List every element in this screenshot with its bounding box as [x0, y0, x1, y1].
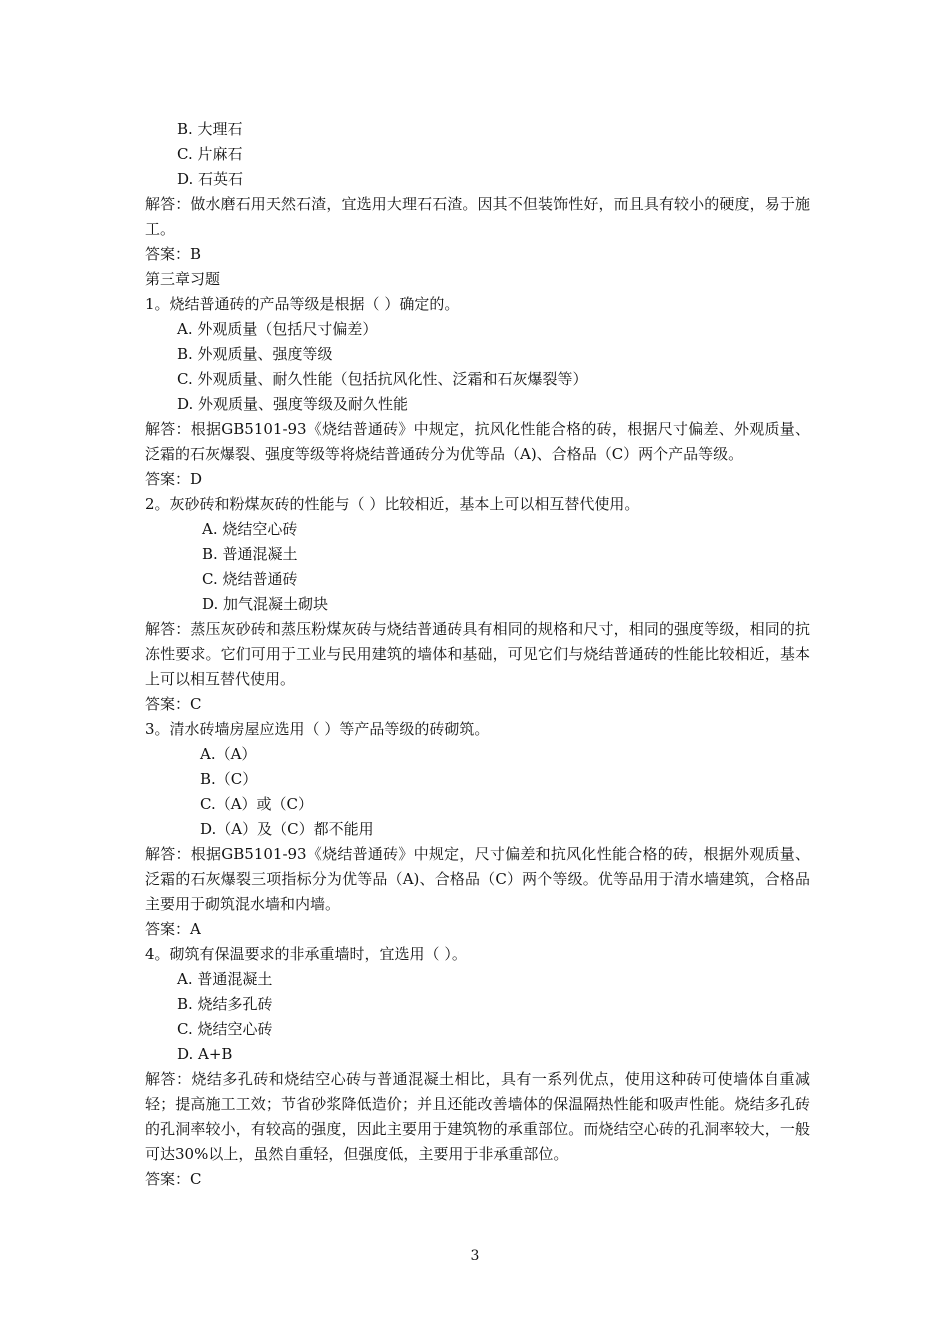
option-d: D. 石英石: [177, 170, 244, 188]
question-1: 1。烧结普通砖的产品等级是根据（ ）确定的。: [145, 295, 460, 313]
q3-answer: 答案：A: [145, 920, 201, 938]
q4-answer: 答案：C: [145, 1170, 202, 1188]
question-4: 4。砌筑有保温要求的非承重墙时，宜选用（ ）。: [145, 945, 467, 963]
q2-explanation: 解答：蒸压灰砂砖和蒸压粉煤灰砖与烧结普通砖具有相同的规格和尺寸，相同的强度等级，相同的抗冻性要求。它们可用于工业与民用建筑的墙体和基础，可见它们与烧结普通砖的性能比较相近，基本上可以相互替代使用。: [145, 620, 810, 688]
chapter-title: 第三章习题: [145, 270, 221, 288]
q1-option-b: B. 外观质量、强度等级: [177, 345, 333, 363]
q3-explanation: 解答：根据GB5101-93《烧结普通砖》中规定，尺寸偏差和抗风化性能合格的砖，根据外观质量、泛霜的石灰爆裂三项指标分为优等品（A)、合格品（C）两个等级。优等品用于清水墙建筑，合格品主要用于砌筑混水墙和内墙。: [145, 845, 810, 913]
q1-answer: 答案：D: [145, 470, 203, 488]
option-b: B. 大理石: [177, 120, 243, 138]
page-content: [145, 117, 810, 1192]
q4-option-d: D. A+B: [177, 1045, 233, 1063]
q1-option-c: C. 外观质量、耐久性能（包括抗风化性、泛霜和石灰爆裂等）: [177, 370, 588, 388]
q1-explanation: 解答：根据GB5101-93《烧结普通砖》中规定，抗风化性能合格的砖，根据尺寸偏差、外观质量、泛霜的石灰爆裂、强度等级等将烧结普通砖分为优等品（A)、合格品（C）两个产品等级。: [145, 420, 810, 463]
option-c: C. 片麻石: [177, 145, 243, 163]
q1-option-a: A. 外观质量（包括尺寸偏差）: [177, 320, 378, 338]
q3-option-c: C.（A）或（C）: [200, 795, 314, 813]
q4-option-b: B. 烧结多孔砖: [177, 995, 273, 1013]
question-2: 2。灰砂砖和粉煤灰砖的性能与（ ）比较相近，基本上可以相互替代使用。: [145, 495, 640, 513]
q4-explanation: 解答：烧结多孔砖和烧结空心砖与普通混凝土相比，具有一系列优点，使用这种砖可使墙体自重减轻；提高施工工效；节省砂浆降低造价；并且还能改善墙体的保温隔热性能和吸声性能。烧结多孔砖的孔洞率较小，有较高的强度，因此主要用于建筑物的承重部位。而烧结空心砖的孔洞率较大，一般可达30%以上，虽然自重轻，但强度低，主要用于非承重部位。: [145, 1070, 810, 1163]
page-number: 3: [470, 1248, 480, 1264]
q3-option-d: D.（A）及（C）都不能用: [200, 820, 374, 838]
q2-option-a: A. 烧结空心砖: [202, 520, 298, 538]
q3-option-a: A.（A）: [200, 745, 257, 763]
q2-option-b: B. 普通混凝土: [202, 545, 298, 563]
q2-answer: 答案：C: [145, 695, 202, 713]
question-3: 3。清水砖墙房屋应选用（ ）等产品等级的砖砌筑。: [145, 720, 490, 738]
q1-option-d: D. 外观质量、强度等级及耐久性能: [177, 395, 409, 413]
q2-option-d: D. 加气混凝土砌块: [202, 595, 329, 613]
q4-option-c: C. 烧结空心砖: [177, 1020, 273, 1038]
q2-option-c: C. 烧结普通砖: [202, 570, 298, 588]
answer: 答案：B: [145, 245, 202, 263]
q4-option-a: A. 普通混凝土: [177, 970, 273, 988]
q3-option-b: B.（C）: [200, 770, 258, 788]
explanation: 解答：做水磨石用天然石渣，宜选用大理石石渣。因其不但装饰性好，而且具有较小的硬度，易于施工。: [145, 195, 810, 238]
